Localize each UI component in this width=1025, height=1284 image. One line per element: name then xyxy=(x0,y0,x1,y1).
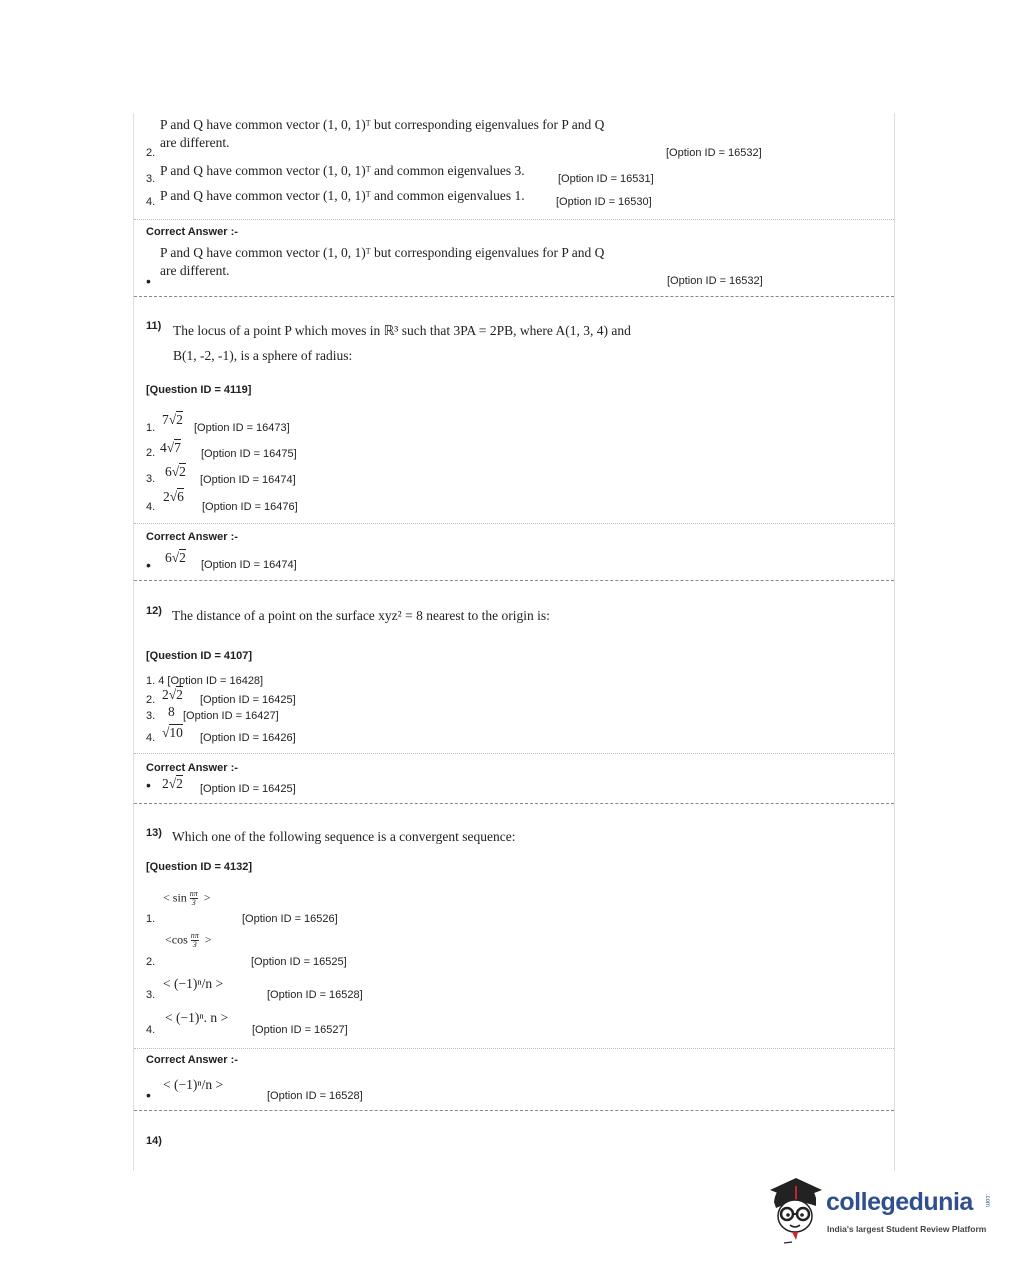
q13-correct-value: < (−1)ⁿ/n > xyxy=(163,1077,224,1092)
q11-number: 11) xyxy=(146,320,162,332)
divider xyxy=(134,753,894,754)
q13-option-1-id: [Option ID = 16526] xyxy=(242,913,338,925)
q14-number: 14) xyxy=(146,1135,162,1147)
q13-correct-id: [Option ID = 16528] xyxy=(267,1090,363,1102)
q12-option-2-id: [Option ID = 16425] xyxy=(200,694,296,706)
logo-tagline: India's largest Student Review Platform xyxy=(827,1224,987,1234)
q13-option-2-value: <cos $\frac{n\pi}{3}$ > xyxy=(165,931,212,949)
q13-option-2-number: 2. xyxy=(146,956,156,968)
option-id: [Option ID = 16475] xyxy=(201,448,297,460)
collegedunia-logo xyxy=(766,1176,996,1246)
bullet: • xyxy=(146,557,151,573)
q12-option-2-value: 2√2 xyxy=(162,687,183,702)
divider xyxy=(134,219,894,220)
q13-option-3-number: 3. xyxy=(146,989,156,1001)
q11-correct-label: Correct Answer :- xyxy=(146,531,238,543)
option-id: [Option ID = 16476] xyxy=(202,501,298,513)
q13-correct-label: Correct Answer :- xyxy=(146,1054,238,1066)
q13-option-4-number: 4. xyxy=(146,1024,156,1036)
option-value: 4√7 xyxy=(160,440,181,455)
divider xyxy=(134,1048,894,1049)
q12-correct-id: [Option ID = 16425] xyxy=(200,783,296,795)
q12-option-4-value: √10 xyxy=(162,725,183,740)
q10-opt2-number: 2. xyxy=(146,147,156,159)
q12-option-2-number: 2. xyxy=(146,694,156,706)
bullet: • xyxy=(146,777,151,793)
question-separator xyxy=(134,803,894,804)
q13-option-2-id: [Option ID = 16525] xyxy=(251,956,347,968)
bullet: • xyxy=(146,273,151,289)
q12-option-4-id: [Option ID = 16426] xyxy=(200,732,296,744)
option-number: 1. xyxy=(146,422,156,434)
q11-correct-id: [Option ID = 16474] xyxy=(201,559,297,571)
q10-opt4-text: P and Q have common vector (1, 0, 1)ᵀ and common eigenvalues 1. xyxy=(160,188,525,203)
q12-option-1: 1. 4 [Option ID = 16428] xyxy=(146,675,264,687)
option-value: 7√2 xyxy=(162,412,183,427)
exam-page xyxy=(133,113,895,1171)
q12-option-4-number: 4. xyxy=(146,732,156,744)
question-separator xyxy=(134,1110,894,1111)
q12-question-id: [Question ID = 4107] xyxy=(146,650,253,662)
q10-correct-label: Correct Answer :- xyxy=(146,226,238,238)
q10-correct-id: [Option ID = 16532] xyxy=(667,275,763,287)
divider xyxy=(134,523,894,524)
mascot-icon xyxy=(766,1176,826,1246)
q12-correct-value: 2√2 xyxy=(162,776,183,791)
q10-correct-line2: are different. xyxy=(160,263,230,278)
bullet: • xyxy=(146,1087,151,1103)
q10-opt2-line1: P and Q have common vector (1, 0, 1)ᵀ but corresponding eigenvalues for P and Q xyxy=(160,117,605,132)
q13-option-3-value: < (−1)ⁿ/n > xyxy=(163,976,224,991)
q10-opt2-line2: are different. xyxy=(160,135,230,150)
q13-text: Which one of the following sequence is a convergent sequence: xyxy=(172,829,516,844)
q11-correct-value: 6√2 xyxy=(165,550,186,565)
logo-wordmark: collegedunia xyxy=(826,1188,973,1216)
option-number: 4. xyxy=(146,501,156,513)
q12-text: The distance of a point on the surface xyz² = 8 nearest to the origin is: xyxy=(172,608,550,623)
q13-option-1-value: < sin $\frac{n\pi}{3}$ > xyxy=(163,889,211,907)
q12-option-3-id: [Option ID = 16427] xyxy=(183,710,279,722)
q12-option-3-number: 3. xyxy=(146,710,156,722)
q11-question-id: [Question ID = 4119] xyxy=(146,384,252,396)
option-id: [Option ID = 16473] xyxy=(194,422,290,434)
q12-number: 12) xyxy=(146,605,162,617)
q10-opt4-number: 4. xyxy=(146,196,156,208)
option-number: 3. xyxy=(146,473,156,485)
q13-option-1-number: 1. xyxy=(146,913,156,925)
q11-text-line1: The locus of a point P which moves in ℝ³ such that 3PA = 2PB, where A(1, 3, 4) and xyxy=(173,323,631,338)
question-separator xyxy=(134,580,894,581)
q10-opt2-id: [Option ID = 16532] xyxy=(666,147,762,159)
q13-number: 13) xyxy=(146,827,162,839)
option-value: 6√2 xyxy=(165,464,186,479)
q12-option-3-value: 8 xyxy=(168,704,175,719)
q10-opt3-id: [Option ID = 16531] xyxy=(558,173,654,185)
q10-opt3-text: P and Q have common vector (1, 0, 1)ᵀ and common eigenvalues 3. xyxy=(160,163,525,178)
q13-question-id: [Question ID = 4132] xyxy=(146,861,253,873)
q13-option-4-id: [Option ID = 16527] xyxy=(252,1024,348,1036)
option-value: 2√6 xyxy=(163,489,184,504)
logo-domain: .com xyxy=(984,1194,990,1208)
option-id: [Option ID = 16474] xyxy=(200,474,296,486)
q13-option-4-value: < (−1)ⁿ. n > xyxy=(165,1010,229,1025)
q10-opt4-id: [Option ID = 16530] xyxy=(556,196,652,208)
q10-opt3-number: 3. xyxy=(146,173,156,185)
q10-correct-line1: P and Q have common vector (1, 0, 1)ᵀ but corresponding eigenvalues for P and Q xyxy=(160,245,605,260)
q12-correct-label: Correct Answer :- xyxy=(146,762,238,774)
q13-option-3-id: [Option ID = 16528] xyxy=(267,989,363,1001)
question-separator xyxy=(134,296,894,297)
q11-text-line2: B(1, -2, -1), is a sphere of radius: xyxy=(173,348,353,363)
option-number: 2. xyxy=(146,447,156,459)
